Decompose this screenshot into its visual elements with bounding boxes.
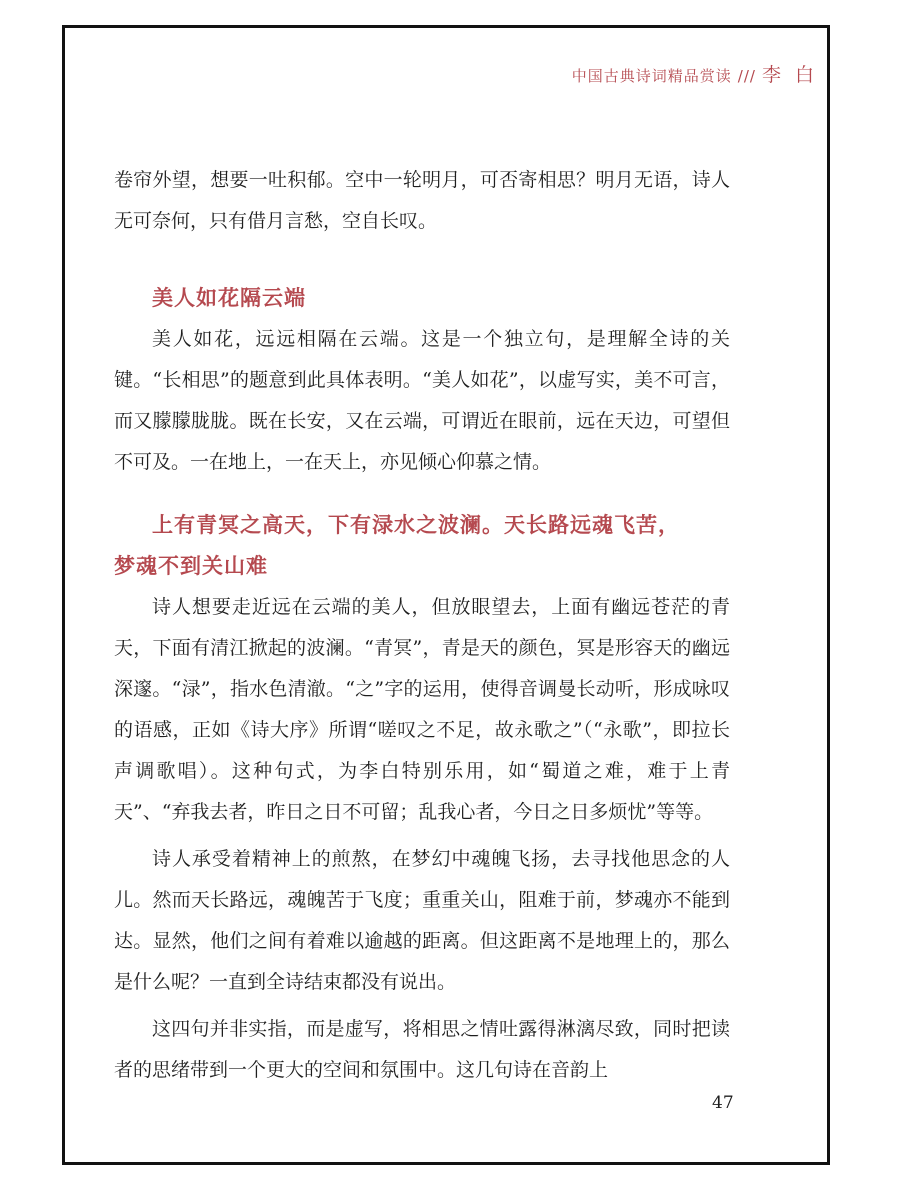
header-author: 李 白	[761, 64, 818, 86]
section-heading: 美人如花隔云端	[152, 286, 306, 310]
series-title: 中国古典诗词精品赏读	[571, 67, 732, 85]
running-header	[572, 60, 818, 87]
section-1	[114, 278, 730, 483]
section-heading-line-1: 上有青冥之高天，下有渌水之波澜。天长路远魂飞苦，	[152, 513, 680, 537]
paragraph: 这四句并非实指，而是虚写，将相思之情吐露得淋漓尽致，同时把读者的思绪带到一个更大的空间和氛围中。这几句诗在音韵上	[114, 1018, 730, 1081]
body-text	[114, 160, 730, 242]
paragraph: 诗人想要走近远在云端的美人，但放眼望去，上面有幽远苍茫的青天，下面有清江掀起的波澜。“青冥”，青是天的颜色，冥是形容天的幽远深邃。“渌”，指水色清澈。“之”字的运用，使得音调曼长动听，形成咏叹的语感，正如《诗大序》所谓“嗟叹之不足，故永歌之”（“永歌”，即拉长声调歌唱）。这种句式，为李白特别乐用，如“蜀道之难，难于上青天”、“弃我去者，昨日之日不可留；乱我心者，今日之日多烦忧”等等。	[114, 596, 730, 823]
page-number: 47	[712, 1093, 734, 1113]
section-heading	[114, 505, 730, 587]
paragraph-continued: 卷帘外望，想要一吐积郁。空中一轮明月，可否寄相思？明月无语，诗人无可奈何，只有借月言愁，空自长叹。	[114, 169, 730, 232]
section-2	[114, 505, 730, 1091]
header-separator: ///	[737, 67, 756, 85]
section-heading-line-2: 梦魂不到关山难	[114, 554, 268, 578]
paragraph: 诗人承受着精神上的煎熬，在梦幻中魂魄飞扬，去寻找他思念的人儿。然而天长路远，魂魄苦于飞度；重重关山，阻难于前，梦魂亦不能到达。显然，他们之间有着难以逾越的距离。但这距离不是地理上的，那么是什么呢？一直到全诗结束都没有说出。	[114, 848, 730, 993]
paragraph: 美人如花，远远相隔在云端。这是一个独立句，是理解全诗的关键。“长相思”的题意到此具体表明。“美人如花”，以虚写实，美不可言，而又朦朦胧胧。既在长安，又在云端，可谓近在眼前，远在天边，可望但不可及。一在地上，一在天上，亦见倾心仰慕之情。	[114, 328, 730, 473]
